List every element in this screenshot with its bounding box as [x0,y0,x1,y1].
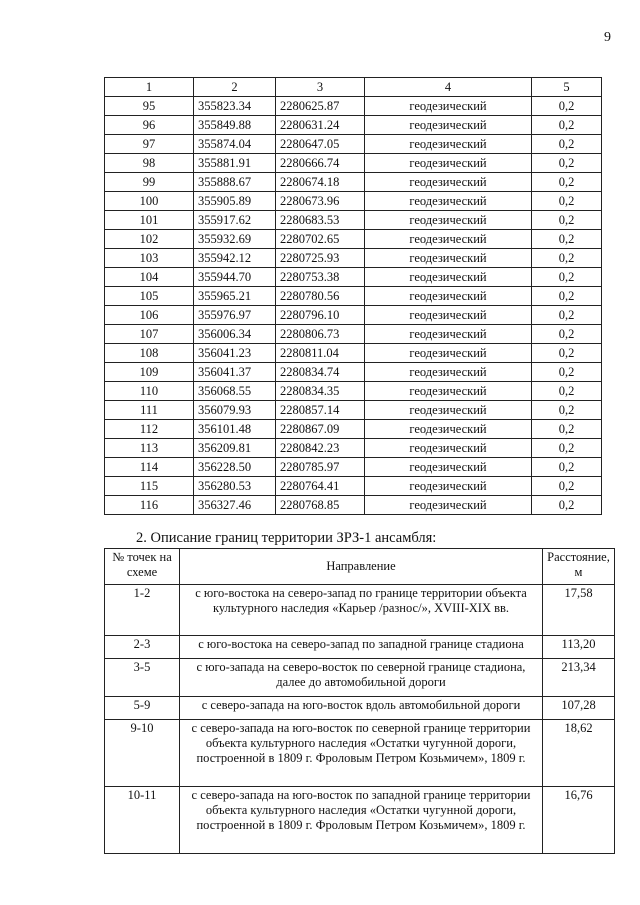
y-coordinate-cell: 2280768.85 [276,496,365,515]
point-number-cell: 111 [105,401,194,420]
table-row [105,249,602,268]
section-title: 2. Описание границ территории ЗРЗ-1 ансамбля: [136,530,437,546]
method-cell: геодезический [365,230,532,249]
point-number-cell: 103 [105,249,194,268]
distance-header: Расстояние, м [543,549,615,585]
points-header: № точек на схеме [105,549,180,585]
method-cell: геодезический [365,249,532,268]
direction-cell: с юго-востока на северо-запад по западной границе стадиона [180,636,543,659]
method-cell: геодезический [365,420,532,439]
table-row [105,306,602,325]
table-row [105,154,602,173]
column-header: 1 [105,78,194,97]
accuracy-cell: 0,2 [532,363,602,382]
point-number-cell: 106 [105,306,194,325]
method-cell: геодезический [365,287,532,306]
method-cell: геодезический [365,496,532,515]
table-row [105,458,602,477]
accuracy-cell: 0,2 [532,173,602,192]
method-cell: геодезический [365,135,532,154]
point-number-cell: 110 [105,382,194,401]
table-row [105,720,615,787]
points-cell: 3-5 [105,659,180,697]
x-coordinate-cell: 355849.88 [194,116,276,135]
accuracy-cell: 0,2 [532,477,602,496]
accuracy-cell: 0,2 [532,154,602,173]
y-coordinate-cell: 2280625.87 [276,97,365,116]
y-coordinate-cell: 2280647.05 [276,135,365,154]
accuracy-cell: 0,2 [532,230,602,249]
y-coordinate-cell: 2280764.41 [276,477,365,496]
y-coordinate-cell: 2280631.24 [276,116,365,135]
y-coordinate-cell: 2280753.38 [276,268,365,287]
direction-cell: с северо-запада на юго-восток по северной границе территории объекта культурного наследия «Остатки чугунной дороги, построенной в 1809 г. Фроловым Петром Козьмичем», 1809 г. [180,720,543,787]
point-number-cell: 96 [105,116,194,135]
accuracy-cell: 0,2 [532,344,602,363]
table-row [105,325,602,344]
point-number-cell: 101 [105,211,194,230]
distance-cell: 213,34 [543,659,615,697]
table-header-row [105,549,615,585]
x-coordinate-cell: 356280.53 [194,477,276,496]
distance-cell: 18,62 [543,720,615,787]
points-cell: 10-11 [105,787,180,854]
point-number-cell: 114 [105,458,194,477]
distance-cell: 16,76 [543,787,615,854]
point-number-cell: 97 [105,135,194,154]
direction-header: Направление [180,549,543,585]
table-row [105,135,602,154]
x-coordinate-cell: 355905.89 [194,192,276,211]
accuracy-cell: 0,2 [532,287,602,306]
table-row [105,192,602,211]
method-cell: геодезический [365,116,532,135]
table-row [105,636,615,659]
point-number-cell: 113 [105,439,194,458]
accuracy-cell: 0,2 [532,249,602,268]
method-cell: геодезический [365,173,532,192]
y-coordinate-cell: 2280785.97 [276,458,365,477]
point-number-cell: 98 [105,154,194,173]
table-row [105,659,615,697]
x-coordinate-cell: 356327.46 [194,496,276,515]
direction-cell: с северо-запада на юго-восток вдоль автомобильной дороги [180,697,543,720]
x-coordinate-cell: 356068.55 [194,382,276,401]
column-header: 4 [365,78,532,97]
column-header: 2 [194,78,276,97]
point-number-cell: 95 [105,97,194,116]
x-coordinate-cell: 356228.50 [194,458,276,477]
accuracy-cell: 0,2 [532,439,602,458]
method-cell: геодезический [365,401,532,420]
accuracy-cell: 0,2 [532,496,602,515]
x-coordinate-cell: 356101.48 [194,420,276,439]
point-number-cell: 102 [105,230,194,249]
x-coordinate-cell: 356079.93 [194,401,276,420]
x-coordinate-cell: 355944.70 [194,268,276,287]
table-header-row [105,78,602,97]
y-coordinate-cell: 2280834.35 [276,382,365,401]
distance-cell: 113,20 [543,636,615,659]
accuracy-cell: 0,2 [532,325,602,344]
y-coordinate-cell: 2280683.53 [276,211,365,230]
x-coordinate-cell: 356041.37 [194,363,276,382]
y-coordinate-cell: 2280725.93 [276,249,365,268]
accuracy-cell: 0,2 [532,382,602,401]
y-coordinate-cell: 2280806.73 [276,325,365,344]
accuracy-cell: 0,2 [532,116,602,135]
method-cell: геодезический [365,344,532,363]
method-cell: геодезический [365,382,532,401]
table-row [105,477,602,496]
x-coordinate-cell: 355942.12 [194,249,276,268]
x-coordinate-cell: 355917.62 [194,211,276,230]
table-row [105,363,602,382]
point-number-cell: 107 [105,325,194,344]
table-row [105,116,602,135]
x-coordinate-cell: 355888.67 [194,173,276,192]
page-number: 9 [604,30,611,45]
y-coordinate-cell: 2280666.74 [276,154,365,173]
table-row [105,97,602,116]
y-coordinate-cell: 2280780.56 [276,287,365,306]
method-cell: геодезический [365,363,532,382]
points-cell: 1-2 [105,585,180,636]
x-coordinate-cell: 355874.04 [194,135,276,154]
y-coordinate-cell: 2280811.04 [276,344,365,363]
x-coordinate-cell: 355965.21 [194,287,276,306]
x-coordinate-cell: 355976.97 [194,306,276,325]
table-row [105,268,602,287]
accuracy-cell: 0,2 [532,458,602,477]
x-coordinate-cell: 356006.34 [194,325,276,344]
x-coordinate-cell: 355823.34 [194,97,276,116]
y-coordinate-cell: 2280796.10 [276,306,365,325]
point-number-cell: 115 [105,477,194,496]
accuracy-cell: 0,2 [532,211,602,230]
y-coordinate-cell: 2280834.74 [276,363,365,382]
method-cell: геодезический [365,439,532,458]
method-cell: геодезический [365,192,532,211]
y-coordinate-cell: 2280673.96 [276,192,365,211]
table-row [105,401,602,420]
table-row [105,287,602,306]
accuracy-cell: 0,2 [532,306,602,325]
method-cell: геодезический [365,477,532,496]
coordinates-table [104,77,602,515]
method-cell: геодезический [365,306,532,325]
distance-cell: 17,58 [543,585,615,636]
points-cell: 2-3 [105,636,180,659]
accuracy-cell: 0,2 [532,268,602,287]
table-row [105,496,602,515]
y-coordinate-cell: 2280857.14 [276,401,365,420]
table-row [105,697,615,720]
point-number-cell: 100 [105,192,194,211]
table-row [105,382,602,401]
column-header: 3 [276,78,365,97]
point-number-cell: 108 [105,344,194,363]
x-coordinate-cell: 355932.69 [194,230,276,249]
distance-cell: 107,28 [543,697,615,720]
method-cell: геодезический [365,211,532,230]
y-coordinate-cell: 2280674.18 [276,173,365,192]
table-row [105,173,602,192]
table-row [105,439,602,458]
x-coordinate-cell: 356041.23 [194,344,276,363]
point-number-cell: 105 [105,287,194,306]
points-cell: 9-10 [105,720,180,787]
point-number-cell: 104 [105,268,194,287]
borders-table [104,548,615,854]
y-coordinate-cell: 2280702.65 [276,230,365,249]
method-cell: геодезический [365,268,532,287]
points-cell: 5-9 [105,697,180,720]
x-coordinate-cell: 355881.91 [194,154,276,173]
point-number-cell: 116 [105,496,194,515]
y-coordinate-cell: 2280867.09 [276,420,365,439]
table-row [105,585,615,636]
accuracy-cell: 0,2 [532,135,602,154]
accuracy-cell: 0,2 [532,192,602,211]
method-cell: геодезический [365,458,532,477]
y-coordinate-cell: 2280842.23 [276,439,365,458]
direction-cell: с юго-востока на северо-запад по границе территории объекта культурного наследия «Карьер /разнос/», XVIII-XIX вв. [180,585,543,636]
direction-cell: с северо-запада на юго-восток по западной границе территории объекта культурного наследия «Остатки чугунной дороги, построенной в 1809 г. Фроловым Петром Козьмичем», 1809 г. [180,787,543,854]
table-row [105,344,602,363]
column-header: 5 [532,78,602,97]
table-row [105,230,602,249]
table-row [105,420,602,439]
accuracy-cell: 0,2 [532,401,602,420]
table-row [105,787,615,854]
method-cell: геодезический [365,325,532,344]
accuracy-cell: 0,2 [532,97,602,116]
table-row [105,211,602,230]
point-number-cell: 99 [105,173,194,192]
direction-cell: с юго-запада на северо-восток по северной границе стадиона, далее до автомобильной дороги [180,659,543,697]
method-cell: геодезический [365,97,532,116]
x-coordinate-cell: 356209.81 [194,439,276,458]
accuracy-cell: 0,2 [532,420,602,439]
method-cell: геодезический [365,154,532,173]
point-number-cell: 112 [105,420,194,439]
point-number-cell: 109 [105,363,194,382]
